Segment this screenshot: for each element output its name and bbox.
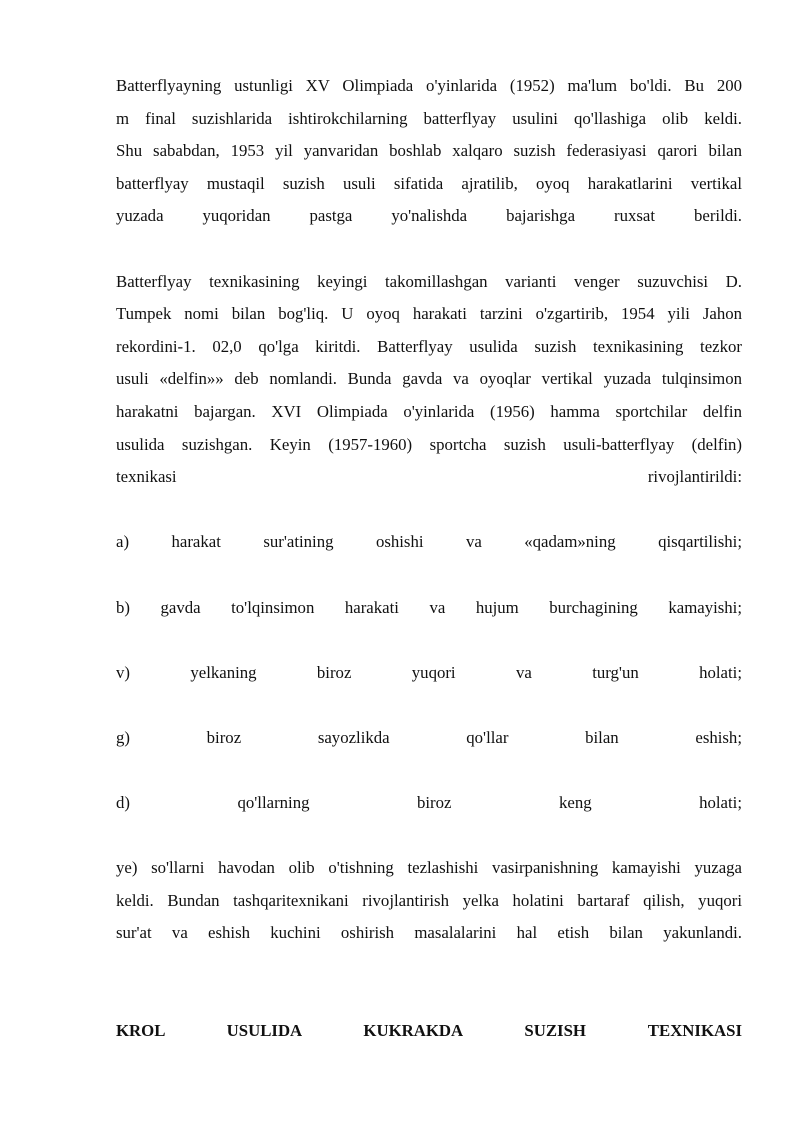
paragraph-gap xyxy=(116,233,742,266)
list-item-text: b) gavda to'lqinsimon harakati va hujum burchagining kamayishi; xyxy=(116,597,742,617)
paragraph-gap xyxy=(116,754,742,787)
list-item xyxy=(116,526,742,559)
list-item-text: v) yelkaning biroz yuqori va turg'un holati; xyxy=(116,662,742,682)
text-line: texnikasi rivojlantirildi: xyxy=(116,467,742,487)
list-item xyxy=(116,592,742,625)
text-line: usulida suzishgan. Keyin (1957-1960) sportcha suzish usuli-batterflyay (delfin) xyxy=(116,434,742,454)
paragraph-gap xyxy=(116,950,742,983)
text-line: m final suzishlarida ishtirokchilarning batterflyay usulini qo'llashiga olib keldi. xyxy=(116,108,742,128)
text-line: keldi. Bundan tashqaritexnikani rivojlantirish yelka holatini bartaraf qilish, yuqori xyxy=(116,890,742,910)
list-item xyxy=(116,787,742,820)
text-line: harakatni bajargan. XVI Olimpiada o'yinlarida (1956) hamma sportchilar delfin xyxy=(116,401,742,421)
list-item-text: d) qo'llarning biroz keng holati; xyxy=(116,793,742,813)
paragraph-development-summary xyxy=(116,852,742,950)
text-line: Batterflyayning ustunligi XV Olimpiada o'yinlarida (1952) ma'lum bo'ldi. Bu 200 xyxy=(116,76,742,95)
paragraph-tumpek-delfin xyxy=(116,266,742,494)
text-line: usuli «delfin»» deb nomlandi. Bunda gavda va oyoqlar vertikal yuzada tulqinsimon xyxy=(116,369,742,389)
paragraph-gap xyxy=(116,494,742,527)
list-item xyxy=(116,657,742,690)
section-heading-text: KROL USULIDA KUKRAKDA SUZISH TEXNIKASI xyxy=(116,1021,742,1041)
text-line: Shu sababdan, 1953 yil yanvaridan boshlab xalqaro suzish federasiyasi qarori bilan xyxy=(116,141,742,161)
section-heading xyxy=(116,1015,742,1048)
document-page xyxy=(116,70,742,1048)
text-line: sur'at va eshish kuchini oshirish masalalarini hal etish bilan yakunlandi. xyxy=(116,923,742,943)
text-line: ye) so'llarni havodan olib o'tishning tezlashishi vasirpanishning kamayishi yuzaga xyxy=(116,858,742,878)
paragraph-gap xyxy=(116,559,742,592)
text-line: Tumpek nomi bilan bog'liq. U oyoq harakati tarzini o'zgartirib, 1954 yili Jahon xyxy=(116,304,742,324)
paragraph-batterflyay-history xyxy=(116,70,742,233)
paragraph-gap xyxy=(116,689,742,722)
paragraph-gap xyxy=(116,820,742,853)
paragraph-gap xyxy=(116,983,742,1016)
text-line: rekordini-1. 02,0 qo'lga kiritdi. Batterflyay usulida suzish texnikasining tezkor xyxy=(116,336,742,356)
list-item xyxy=(116,722,742,755)
list-item-text: a) harakat sur'atining oshishi va «qadam»ning qisqartilishi; xyxy=(116,532,742,552)
text-line: yuzada yuqoridan pastga yo'nalishda bajarishga ruxsat berildi. xyxy=(116,206,742,226)
list-item-text: g) biroz sayozlikda qo'llar bilan eshish; xyxy=(116,727,742,747)
text-line: batterflyay mustaqil suzish usuli sifatida ajratilib, oyoq harakatlarini vertikal xyxy=(116,173,742,193)
text-line: Batterflyay texnikasining keyingi takomillashgan varianti venger suzuvchisi D. xyxy=(116,271,742,291)
paragraph-gap xyxy=(116,624,742,657)
